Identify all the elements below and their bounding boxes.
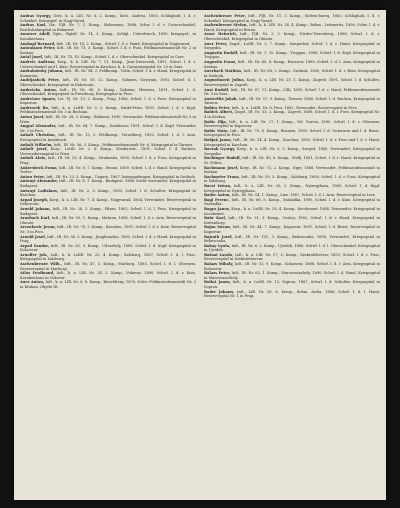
casualty-entry [204, 32, 380, 41]
entry-details: Inft., IR. Nr. 79, 8. Komp., Bosnien, 1893, Schwl. l. d. Unterarm und l. d. Brust, Kriegsspital in Pecs. [204, 128, 380, 138]
entry-name: Anton Josef, [20, 115, 45, 120]
entry-details: Inft., IR. Nr. 44, 7. Komp., Kaposvar, 1891, Schwl. l. d. Brust, Reservespital in Kaposvar. [204, 225, 380, 234]
entry-details: Inft., IR. Nr. 98, 6. Komp., Galizien, Mierzwa, 1891, Schwl. l. d. Oberschenkel, Kriegsspital in Pressburg, Kriegsspital in Pecs. [20, 87, 196, 97]
entry-details: Inft., IR. Nr. 40, 4. Komp., Rzeszow, 1889, Schwl. l. d. l. Arm, Kriegsspital in Krakau. [204, 59, 380, 69]
entry-name: Balint Janos, [204, 280, 231, 285]
casualty-entry [204, 198, 380, 207]
casualty-entry [20, 235, 196, 244]
casualty-entry [204, 216, 380, 225]
casualty-entry [20, 216, 196, 225]
casualty-entry [20, 207, 196, 216]
entry-details: Inft., IR. Nr. 64, 7. Komp., Dombovar, 1891, Schwl. l. d. Kopf, Verwundet Nr. 2 in Pecs. [20, 124, 196, 133]
entry-details: Inft., IR. Nr. 1, 10. Komp., Troppau, 1888, Schwl. l. d. Kopf, Kriegsspital in Troppau. [204, 50, 380, 60]
entry-details: Inft., FJB. Nr. 11, 3. Komp., Sieben-buerg, 1883, Schlaghalt, l. d. r. Schenkel, Kriegsspital in Nagy-Varad. [204, 14, 380, 23]
casualty-entry [20, 106, 196, 115]
casualty-entry [20, 88, 196, 97]
entry-details: Inft., IR. Nr. 28, 3. Komp., Pilsen, 1892, Schwl. l. d. l. Fuss, Kriegsspital in Budapest. [20, 206, 196, 216]
casualty-entry [20, 179, 196, 188]
casualty-entry [204, 235, 380, 244]
entry-details: Inft., IR. Nr. 86, 5. Komp., Szabadka, 1890, Schwl. l. d. r. Knie, Kriegsspital in Szabadka. [204, 197, 380, 207]
entry-details: Inft., IR. Nr. 51, 9. Komp., Kolozsvar, 1886, Schwl. l. d. r. Arm, Kriegsspital in Kolozsvar. [204, 262, 380, 271]
casualty-entry [20, 32, 196, 41]
entry-details: Inft., IR. Nr. 8, 7. Komp., Brunn, 1889, Schwl. l. d. r. Hand, Kriegsspital in Trebic. [20, 165, 196, 175]
entry-name: Arnold Johann, [20, 206, 51, 211]
casualty-entry [204, 88, 380, 97]
entry-details: Inft., IR. Nr. 93, 1. Komp., Mahren, 1888, Schwl. l. d. r. Arm, Reservespital in Olmutz. [20, 216, 196, 225]
casualty-entry [20, 97, 196, 106]
entry-name: Bacsi Istvan, [204, 183, 232, 188]
entry-name: Bader Anton, [204, 193, 231, 198]
entry-details: Gefr., k. u. LIII. Nr. 6, 2. Komp., Sieb., Andrea, 1893, Schlaghalt, l. d. r. Schenkel, Kriegsgef. in Nagy-Varad. [20, 14, 196, 23]
casualty-entry [204, 51, 380, 60]
entry-name: Babjak Janos, [204, 138, 232, 143]
entry-details: Inft., IR. Nr. 57, 9. Komp., Tarnow, 1886, Schwl. l. d. Rucken, Kriegsspital in Tarnow. [204, 96, 380, 106]
entry-details: Zugsf., LstIR. Nr. 2, 7. Komp., Sangerhof, Schwl. l. d. r. Hand, Kriegsspital in Szegedin. [204, 41, 380, 51]
casualty-entry [20, 115, 196, 124]
entry-details: Inft., IR. Nr. 94, 2. Feldkomp., Tulin, Schwl. l. d. r. Hand, Kriegsspital in Komarom. [20, 69, 196, 78]
casualty-entry [20, 46, 196, 55]
entry-details: Inft., IR. Nr. 13, 2. Feldkomp., Vorarlberg, 1892, Schwl. l. d. l. Arm, Kriegsspital in Innsbruck. [20, 133, 196, 143]
casualty-entry [204, 271, 380, 280]
entry-details: Inft., k. u. LIR. Nr. 6, 8. Komp., Kirschberg, 1876, Schw. Feldmarodenanstalt Nr. 2 in Krakau, Objekt III. [20, 280, 196, 290]
casualty-entry [20, 78, 196, 87]
entry-details: Inft., k. u. LstIR. Nr. 8, Pecs, 1882, Verwundet, Reservespital in Pecs. [230, 105, 358, 110]
entry-details: Korp., k. u. LIR. Nr. 5, 3. Komp., Szeged, 1885, Verwundet, Kriegsspital in Szegedin. [204, 147, 380, 156]
entry-name: Andrakowsky Johann, [20, 69, 64, 74]
entry-name: Anholt Josef, [20, 147, 48, 152]
entry-details: Korp., k. u. LIR. Nr. 7, 4. Komp., Nagyvarad, 1884, Verwundet, Reservespital in Debreczin. [20, 197, 196, 207]
entry-details: Inft., k. k. LIR. Nr. 24, 4. Komp., Bohm., Leitmeritz, 1890, Schw. l. d. r. Hand, Kriegsspital in Brunn. [204, 23, 380, 32]
entry-details: Inft., k. u. LstIR. Nr. 3, 3. Komp., Sankt-Peter, 1891, Schwl. l. d. r. Kopf, Feldmarodenanstalt Nr. 3 in Bochnia. [20, 105, 196, 115]
entry-details: Inft., IR. Nr. 59, 3. Komp., Salzburg, 1890, Schwl. l. d. r. Fuss, Kriegsspital in Salzburg. [204, 174, 380, 184]
casualty-entry [20, 262, 196, 271]
entry-name: Auer Peter, [204, 41, 228, 46]
entry-name: Babics Peter, [204, 105, 231, 110]
entry-details: Inft., IR. Nr. 28, 3. Komp., Bohmen, 1890, Verwundet, Feldmarodenanstalt Nr. 5 in Wien. [20, 115, 196, 124]
entry-details: Inft., IR. Nr. 49, 6. Komp., Melk, 1891, Schwl. l. d. r. Hand, Kriegsspital in St. Polten. [204, 156, 380, 165]
entry-name: Arsenkovic Jovan, [20, 225, 56, 230]
entry-details: Inft., IR. Nr. 87, 11. Komp., Cilli, 1893, Schwl. l. d. r. Hand, Feldmarodenanstalt Nr. 5 in Graz. [204, 87, 380, 97]
casualty-entry [204, 110, 380, 119]
casualty-entry [204, 14, 380, 23]
entry-name: Andras Karl, [20, 23, 47, 28]
entry-details: Inft., k. u. LIR. Nr. 27, 1. Komp., Vel. Gorica, 1890, Schwl. l. d. r. Oberarm, Reservespital in Kaposvar. [204, 119, 380, 129]
casualty-entry [20, 280, 196, 289]
entry-details: Inft., IR. Nr. 14, 1. Komp., Linz, 1887, Schwl. l. d. l. Arm, Reservespital in Linz. [230, 193, 376, 198]
entry-name: Andrijashcik Peter, [20, 78, 60, 83]
entry-details: Inft., LIR. Nr. 38, 8. Komp., Bohm. Aicha, 1886, Schwl. l. d. l. Hand, Reservespital Nr. 1 in Prag. [204, 289, 380, 299]
entry-details: Inft., IR. Nr. 19, 12. Komp., Galizien, Gostynin, 1892, Schwl. d. l. Oberschenkel, Kriegsspital in Debreczin. [20, 78, 196, 87]
casualty-entry [204, 207, 380, 216]
casualty-entry [204, 97, 380, 106]
casualty-entry [204, 262, 380, 271]
casualty-entry [20, 60, 196, 69]
entry-name: Bajan Istvan, [204, 225, 231, 230]
entry-details: Inft., IR. Nr. 34, 4. Komp., Kaschau, 1892, Schwl. l. d. r. Fuss und l. d. r. Hand, Kriegsspital in Kaschau. [204, 138, 380, 147]
casualty-entry [204, 184, 380, 193]
entry-name: Bakay Gyula, [204, 243, 231, 248]
entry-name: Austerlitz Jakob, [204, 96, 238, 101]
entry-details: Rgts., Rgtsfl. Nr. 14, 3. Komp., Schlgl., Ueberbruch, 1890, kriegsgef., in Krankenhaus. [20, 32, 196, 41]
entry-name: Antal Josef, [20, 55, 44, 60]
entry-details: Korp., k. u. LstIR. Nr. 29, 4. Komp., Kecskemet, 1884, Verwundet, Kriegsspital in Kecskemet. [204, 206, 380, 216]
casualty-entry [20, 156, 196, 165]
entry-details: Inft., IR. Nr. 21, 3. Komp., Caslau, 1892, Schwl. l. d. r. Hand, Kriegsspital in Kuttenberg. [204, 216, 380, 225]
entry-name: Atlas Ferdinand, [20, 271, 55, 276]
casualty-entry [20, 198, 196, 207]
casualty-entry [20, 124, 196, 133]
casualty-entry [20, 14, 196, 23]
entry-name: Andrescik Bo, [20, 105, 50, 110]
entry-name: Babic Mato, [204, 128, 229, 133]
entry-name: Aschenbrener Stefan, [204, 23, 248, 28]
entry-details: Inft., k. u. LIR. Nr. 24, 2. Komp., Vukovar, 1890, Schwl. l. d. r. Knie, Krankenhaus in Vukovar. [20, 271, 196, 280]
entry-name: Anhalt Wilhelm, [20, 142, 53, 147]
entry-details: Inft., IR. Nr. 36, 2. Komp., Jungbunzlau, 1890, Schwl. l. d. r. Hand, Kriegsspital in Prag. [20, 234, 196, 244]
casualty-entry [204, 147, 380, 156]
right-column [204, 14, 380, 496]
casualty-entry [204, 280, 380, 289]
entry-details: Inft., k. k. LstIR. Nr. 25, 4. Komp., Salzburg, 1887, Schwl. l. d. l. Fuss, Kriegsspital in Salzburg. [20, 252, 196, 262]
casualty-entry [20, 166, 196, 175]
casualty-entry [204, 60, 380, 69]
entry-name: Arpad Sandor, [20, 243, 50, 248]
entry-details: Inft., IR. Nr. 2, 3. Komp., 1893, Schwl. l. d. Schulter, Kriegsspital in Kaschau. [20, 188, 196, 198]
entry-name: Andreicka Anton, [20, 87, 57, 92]
casualty-entry [204, 244, 380, 253]
entry-name: Andreic Andreas, [20, 59, 56, 64]
casualty-entry [204, 23, 380, 32]
casualty-entry [204, 120, 380, 129]
entry-name: Auerbach Mathias, [204, 69, 243, 74]
entry-name: Aust Rudolf, [204, 87, 230, 92]
entry-name: Bahr Karl, [204, 216, 227, 221]
entry-name: Augustinovic Julius, [204, 78, 245, 83]
entry-name: Bachmann Josef, [204, 165, 239, 170]
entry-name: Babich Albert, [204, 110, 234, 115]
entry-name: Angyal Alexander, [20, 124, 57, 129]
entry-name: Bagyo Janos, [204, 206, 231, 211]
entry-name: Anholt Alois, [20, 156, 47, 161]
entry-details: Inft., IR. Nr. 62, 1. Komp., Marosvasarhely, 1890, Schwl. l. d. Hand, Kriegsspital in Marosvasarhely. [204, 271, 380, 280]
entry-name: Bachmeier Franz, [204, 174, 240, 179]
casualty-entry [204, 69, 380, 78]
entry-name: Balazs Mihaly, [204, 262, 234, 267]
casualty-entry [204, 78, 380, 87]
entry-name: Arnolfer Joh., [20, 252, 49, 257]
casualty-entry [20, 253, 196, 262]
entry-name: Bacsak Gyorgy, [204, 147, 236, 152]
entry-name: Auer Anton, [20, 280, 45, 285]
casualty-entry [204, 42, 380, 51]
entry-details: Inft., IR. Nr. 74, 10. Komp., Schwl. l. d. r. Oberschenkel, Kriegsspital in Gorz. [43, 55, 185, 60]
entry-name: Ansbagl Bernard, [20, 41, 56, 46]
entry-name: Augustin Franz, [204, 59, 237, 64]
entry-name: Bagi Ferenc, [204, 197, 230, 202]
entry-name: Anton Peter, [20, 174, 46, 179]
entry-name: Babic Ilija, [204, 119, 227, 124]
entry-details: Inft., IR. Nr. 18, 4. Komp., Strakonitz, 1890, Schwl. l. d. r. Fuss, Kriegsspital in Prag. [20, 156, 196, 165]
entry-details: Inft., IR. Nr. 8, 1. Komp., Budapest, 1886, leicht verwundet, Kriegsspital in Budapest. [20, 179, 196, 188]
casualty-entry [20, 147, 196, 156]
casualty-entry [20, 244, 196, 253]
entry-name: Arnsbach Karl, [20, 216, 51, 221]
entry-details: Inft., IR. Nr. 73, 3. Komp., Schwl. l. d. r. Fuss, Feldmarodenanstalt Nr. 2 in Krakau. [20, 46, 196, 55]
entry-name: Antonyi Alexander, [20, 179, 59, 184]
entry-details: Inft., IR. Nr. 56, 2. Komp., Feldmarodenanstalt Nr. 6, Kriegsspital in Tarnow. [52, 142, 194, 147]
entry-name: Bajzath Josef, [204, 234, 233, 239]
left-column [20, 14, 196, 496]
casualty-entry [204, 138, 380, 147]
casualty-entry [204, 253, 380, 262]
casualty-entry [20, 189, 196, 198]
entry-name: Bachinger Rudolf, [204, 156, 241, 161]
casualty-entry [20, 69, 196, 78]
entry-details: Inft., FJB. Nr. 2, 3. Komp., Nieder-Tierenberg, 1888, Schwl. l. d. r. Oberschenkel, Kriegsspital in Olmutz. [204, 32, 380, 41]
entry-name: Asser Heinrich, [204, 32, 238, 37]
casualty-entry [204, 225, 380, 234]
casualty-entry [20, 23, 196, 32]
entry-name: Aschenbrener Wilh., [20, 262, 63, 267]
entry-name: Anhalt Christian, [20, 133, 56, 138]
entry-name: Andras Gyorgy, [20, 14, 52, 18]
entry-name: Aschenbrener Peter, [204, 14, 246, 18]
entry-details: Inft., IR. Nr. 6, 2. Komp., Ujvidek, 1888, Schwl. l. d. l. Oberschenkel, Kriegsspital in Ujvidek. [204, 243, 380, 253]
entry-name: Antonyi Ladislaus, [20, 188, 59, 193]
casualty-entry [204, 156, 380, 165]
entry-name: Balazs Peter, [204, 271, 231, 276]
entry-details: Inft., IR. Nr. 82, 9. Komp., Udvarhely, 1889, Schwl. l. d. Kopf, Kriegsspital in Kolozsvar. [20, 243, 196, 253]
casualty-entry [20, 271, 196, 280]
entry-name: Baksai Laszlo, [204, 252, 234, 257]
entry-name: Anneser Adolf, [20, 32, 51, 37]
entry-details: Inft., IR. Nr. 68, 2. Komp., Szolnok, 1890, Schwl. l. d. r. Bein, Kriegsspital in Szolnok. [204, 69, 380, 78]
entry-name: Antoniazzo Peter, [20, 46, 56, 51]
entry-name: Arnold Josef, [20, 234, 46, 239]
entry-details: Inft., k. u. LIR. Nr. 20, 2. Komp., Nyiregyhaza, 1889, Schwl. l. d. Kopf, Kriegsspital in Nyiregyhaza. [204, 183, 380, 193]
entry-name: Andretaer Ignatz, [20, 96, 57, 101]
entry-name: Ankersbeck Franz, [20, 165, 58, 170]
casualty-entry [20, 225, 196, 234]
entry-details: Inft., k. u. LstIR. Nr. 12, Sopron, 1887, Schwl. l. d. Schulter, Kriegsspital in Sopron. [204, 280, 380, 290]
casualty-entry [20, 133, 196, 142]
entry-name: Bader Johann, [204, 289, 235, 294]
entry-details: Korp., IR. Nr. 73, 2. Komp., Eger, 1888, Verwundet, Feldmarodenanstalt in Krakau. [204, 165, 380, 175]
entry-details: Korp., k. u. LIR. Nr. 25, 1. Komp., Zagreb, 1891, Schwl. l. d. Schulter, Reservespital in Zagreb. [204, 78, 380, 87]
entry-details: Korp., LstIR. Nr. 2, 6. Komp., Niederostr., 1891, Schwl. l. d. Rucken, Verwundetenspital in Wien. [20, 147, 196, 156]
casualty-entry [204, 175, 380, 184]
casualty-entry [204, 290, 380, 299]
entry-details: Zugsf., IR. Nr. 53, 2. Komp., Zagreb, 1888, Schwl. l. d. l. Fuss, Kriegsspital Nr. 4 in Krakau. [204, 110, 380, 120]
casualty-entry [204, 166, 380, 175]
entry-details: Ihr., FJB. Nr. 7, 1. Komp., Hohenems, 1886, Schw. l. d. r. Unterschenkel, Reichsbahnspital in Bukarest. [20, 23, 196, 32]
casualty-entry [204, 129, 380, 138]
entry-name: Augustin Rudolf, [204, 50, 239, 55]
entry-name: Arpad Joseph, [20, 197, 49, 202]
entry-details: Inft., IR. Nr. 101, 3. Komp., Bekescsaba, 1890, Verwundet, Kriegsspital in Bekescsaba. [204, 234, 380, 244]
entry-details: Inft., IR. Nr. 23, 3. Komp., Ungarn, 1887, kriegsgefangen, Kriegsspital in Szolnok. [45, 174, 196, 179]
entry-details: Inft., k. u. LIR. Nr. 17, 3. Komp., Szekesfehervar, 1893, Schwl. l. d. r. Fuss, Reservespital in Szekesfehervar. [204, 252, 380, 262]
entry-details: Inft., IR. Nr. 18, 2. Komp., Schwl. l. d. r. Hand, Kriegsspital in Nagyvarad. [55, 41, 191, 46]
entry-details: Inft., IR. Nr. 78, 3. Komp., Kroatien, 1891, Schwl. l. d. r. Knie, Reservespital Nr. 5 in Pecs. [20, 225, 196, 234]
entry-details: Lst. FJ. Nr. 13, 2. Komp., Prag, 1886, Schwl. l. d. r. Fuss, Kriegsspital in Kaposvar. [20, 96, 196, 106]
entry-details: Inft., IR. Nr. 47, 5. Komp., Marburg, 1885, Schwl. l. d. l. Oberarm, Reservespital in Marburg. [20, 262, 196, 271]
entry-details: Korp., k. k. LIR. Nr. 7, 11. Komp., Jicin-Drosovnik, 1891, Schwl. l. d. r. Unterschenkel und l. Knie, Reservespital in Kaschau, k. k. Garnisonsspital Nr. 23 in Graz. [20, 59, 196, 69]
document-page [14, 10, 386, 500]
